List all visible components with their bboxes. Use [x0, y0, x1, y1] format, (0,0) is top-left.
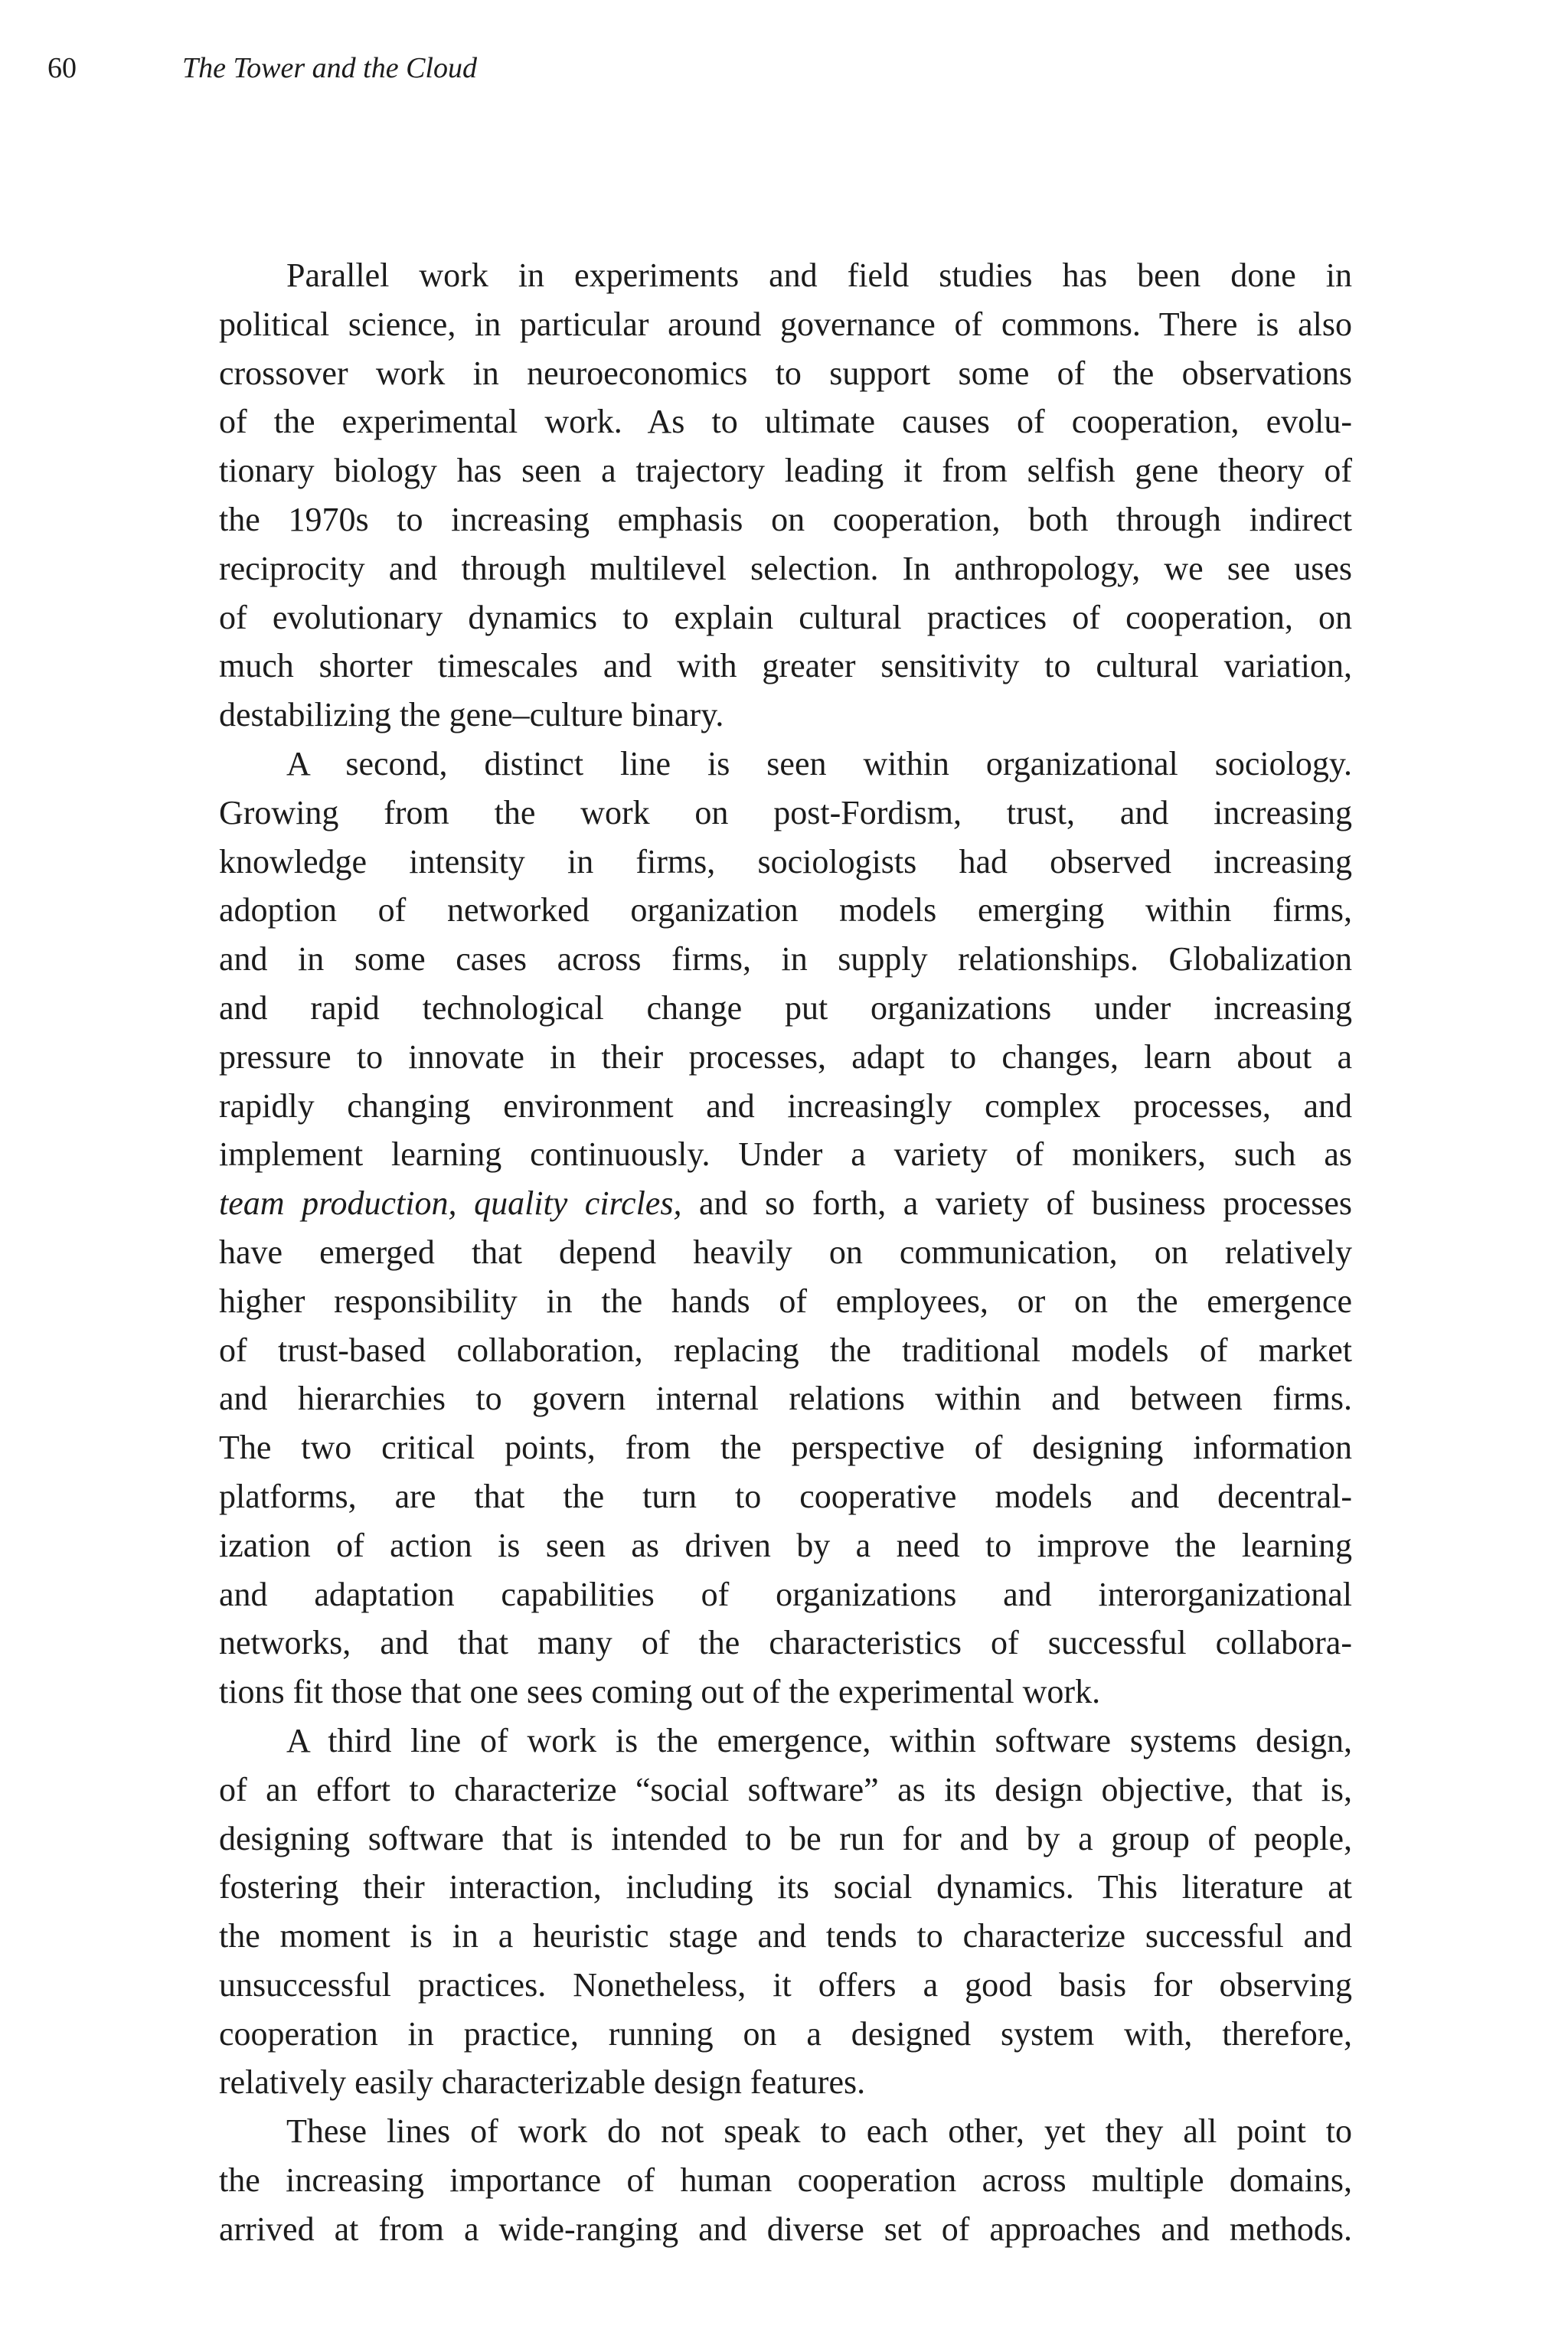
text-line: destabilizing the gene–culture binary.: [219, 696, 724, 734]
text-line: platforms, are that the turn to cooperative models and decentral-: [219, 1477, 1352, 1515]
text-line: of trust-based collaboration, replacing the traditional models of market: [219, 1331, 1352, 1369]
text-line: have emerged that depend heavily on communication, on relatively: [219, 1233, 1352, 1271]
text-line: higher responsibility in the hands of employees, or on the emergence: [219, 1282, 1352, 1320]
body-text: [219, 251, 1352, 2254]
text-line: political science, in particular around governance of commons. There is also: [219, 305, 1352, 343]
text-line: the moment is in a heuristic stage and tends to characterize successful and: [219, 1917, 1352, 1955]
text-line: Parallel work in experiments and field studies has been done in: [286, 256, 1352, 294]
text-line: A second, distinct line is seen within organizational sociology.: [286, 744, 1352, 782]
text-line: ization of action is seen as driven by a need to improve the learning: [219, 1526, 1352, 1564]
text-line: and in some cases across firms, in supply relationships. Globalization: [219, 940, 1352, 978]
text-line: tions fit those that one sees coming out of the experimental work.: [219, 1673, 1101, 1711]
text-line: much shorter timescales and with greater sensitivity to cultural variation,: [219, 647, 1352, 685]
text-line: cooperation in practice, running on a designed system with, therefore,: [219, 2014, 1352, 2053]
line-remainder: and so forth, a variety of business processes: [681, 1184, 1352, 1223]
text-line: A third line of work is the emergence, within software systems design,: [286, 1721, 1352, 1759]
text-line: crossover work in neuroeconomics to support some of the observations: [219, 354, 1352, 392]
text-line: unsuccessful practices. Nonetheless, it offers a good basis for observing: [219, 1965, 1352, 2004]
running-head: [47, 51, 477, 86]
text-line: arrived at from a wide-ranging and diverse set of approaches and methods.: [219, 2210, 1352, 2248]
text-line: relatively easily characterizable design features.: [219, 2063, 866, 2102]
text-line: tionary biology has seen a trajectory leading it from selfish gene theory of: [219, 452, 1352, 490]
text-line: knowledge intensity in firms, sociologists had observed increasing: [219, 842, 1352, 880]
text-line: The two critical points, from the perspective of designing information: [219, 1429, 1352, 1467]
text-line: designing software that is intended to be run for and by a group of people,: [219, 1819, 1352, 1857]
text-line: and rapid technological change put organizations under increasing: [219, 988, 1352, 1027]
text-line: and adaptation capabilities of organizations and interorganizational: [219, 1575, 1352, 1613]
text-line: pressure to innovate in their processes, adapt to changes, learn about a: [219, 1037, 1352, 1076]
text-line: of an effort to characterize “social software” as its design objective, that is,: [219, 1770, 1352, 1808]
text-line: implement learning continuously. Under a variety of monikers, such as: [219, 1135, 1352, 1174]
text-line: fostering their interaction, including its social dynamics. This literature at: [219, 1868, 1352, 1906]
text-line: [219, 1179, 1352, 1228]
text-line: These lines of work do not speak to each other, yet they all point to: [286, 2112, 1352, 2151]
text-line: and hierarchies to govern internal relations within and between firms.: [219, 1380, 1352, 1418]
text-line: of the experimental work. As to ultimate causes of cooperation, evolu-: [219, 403, 1352, 441]
text-line: networks, and that many of the characteristics of successful collabora-: [219, 1624, 1352, 1662]
text-line: the increasing importance of human cooperation across multiple domains,: [219, 2161, 1352, 2200]
italic-phrase: team production, quality circles,: [219, 1184, 682, 1223]
text-line: of evolutionary dynamics to explain cultural practices of cooperation, on: [219, 598, 1352, 636]
text-line: the 1970s to increasing emphasis on cooperation, both through indirect: [219, 500, 1352, 538]
book-title: The Tower and the Cloud: [182, 52, 477, 84]
text-line: rapidly changing environment and increasingly complex processes, and: [219, 1086, 1352, 1125]
text-line: adoption of networked organization models emerging within firms,: [219, 891, 1352, 929]
text-line: reciprocity and through multilevel selection. In anthropology, we see uses: [219, 549, 1352, 587]
page-number: 60: [47, 52, 77, 84]
text-line: Growing from the work on post-Fordism, trust, and increasing: [219, 793, 1352, 831]
